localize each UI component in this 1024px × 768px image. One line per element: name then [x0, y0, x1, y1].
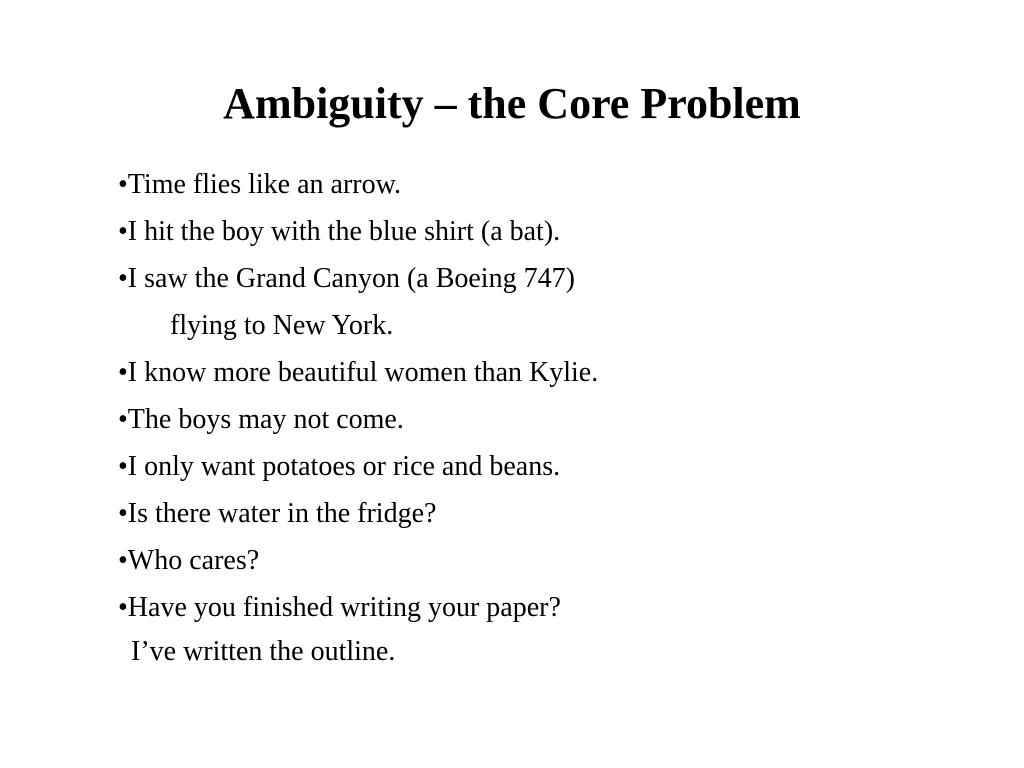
- slide-title: Ambiguity – the Core Problem: [223, 79, 801, 128]
- bullet-finished-paper-answer: I’ve written the outline.: [131, 636, 396, 667]
- bullet-hit-the-boy: •I hit the boy with the blue shirt (a bat).: [118, 216, 561, 247]
- bullet-who-cares: •Who cares?: [118, 545, 260, 576]
- bullet-potatoes-rice-beans: •I only want potatoes or rice and beans.: [118, 451, 561, 482]
- bullet-grand-canyon-continuation: flying to New York.: [170, 310, 394, 341]
- bullet-time-flies: •Time flies like an arrow.: [118, 169, 402, 200]
- bullet-boys-may-not-come: •The boys may not come.: [118, 404, 404, 435]
- bullet-grand-canyon: •I saw the Grand Canyon (a Boeing 747): [118, 263, 575, 294]
- bullet-water-in-fridge: •Is there water in the fridge?: [118, 498, 437, 529]
- bullet-finished-paper: •Have you finished writing your paper?: [118, 592, 561, 623]
- bullet-beautiful-women: •I know more beautiful women than Kylie.: [118, 357, 599, 388]
